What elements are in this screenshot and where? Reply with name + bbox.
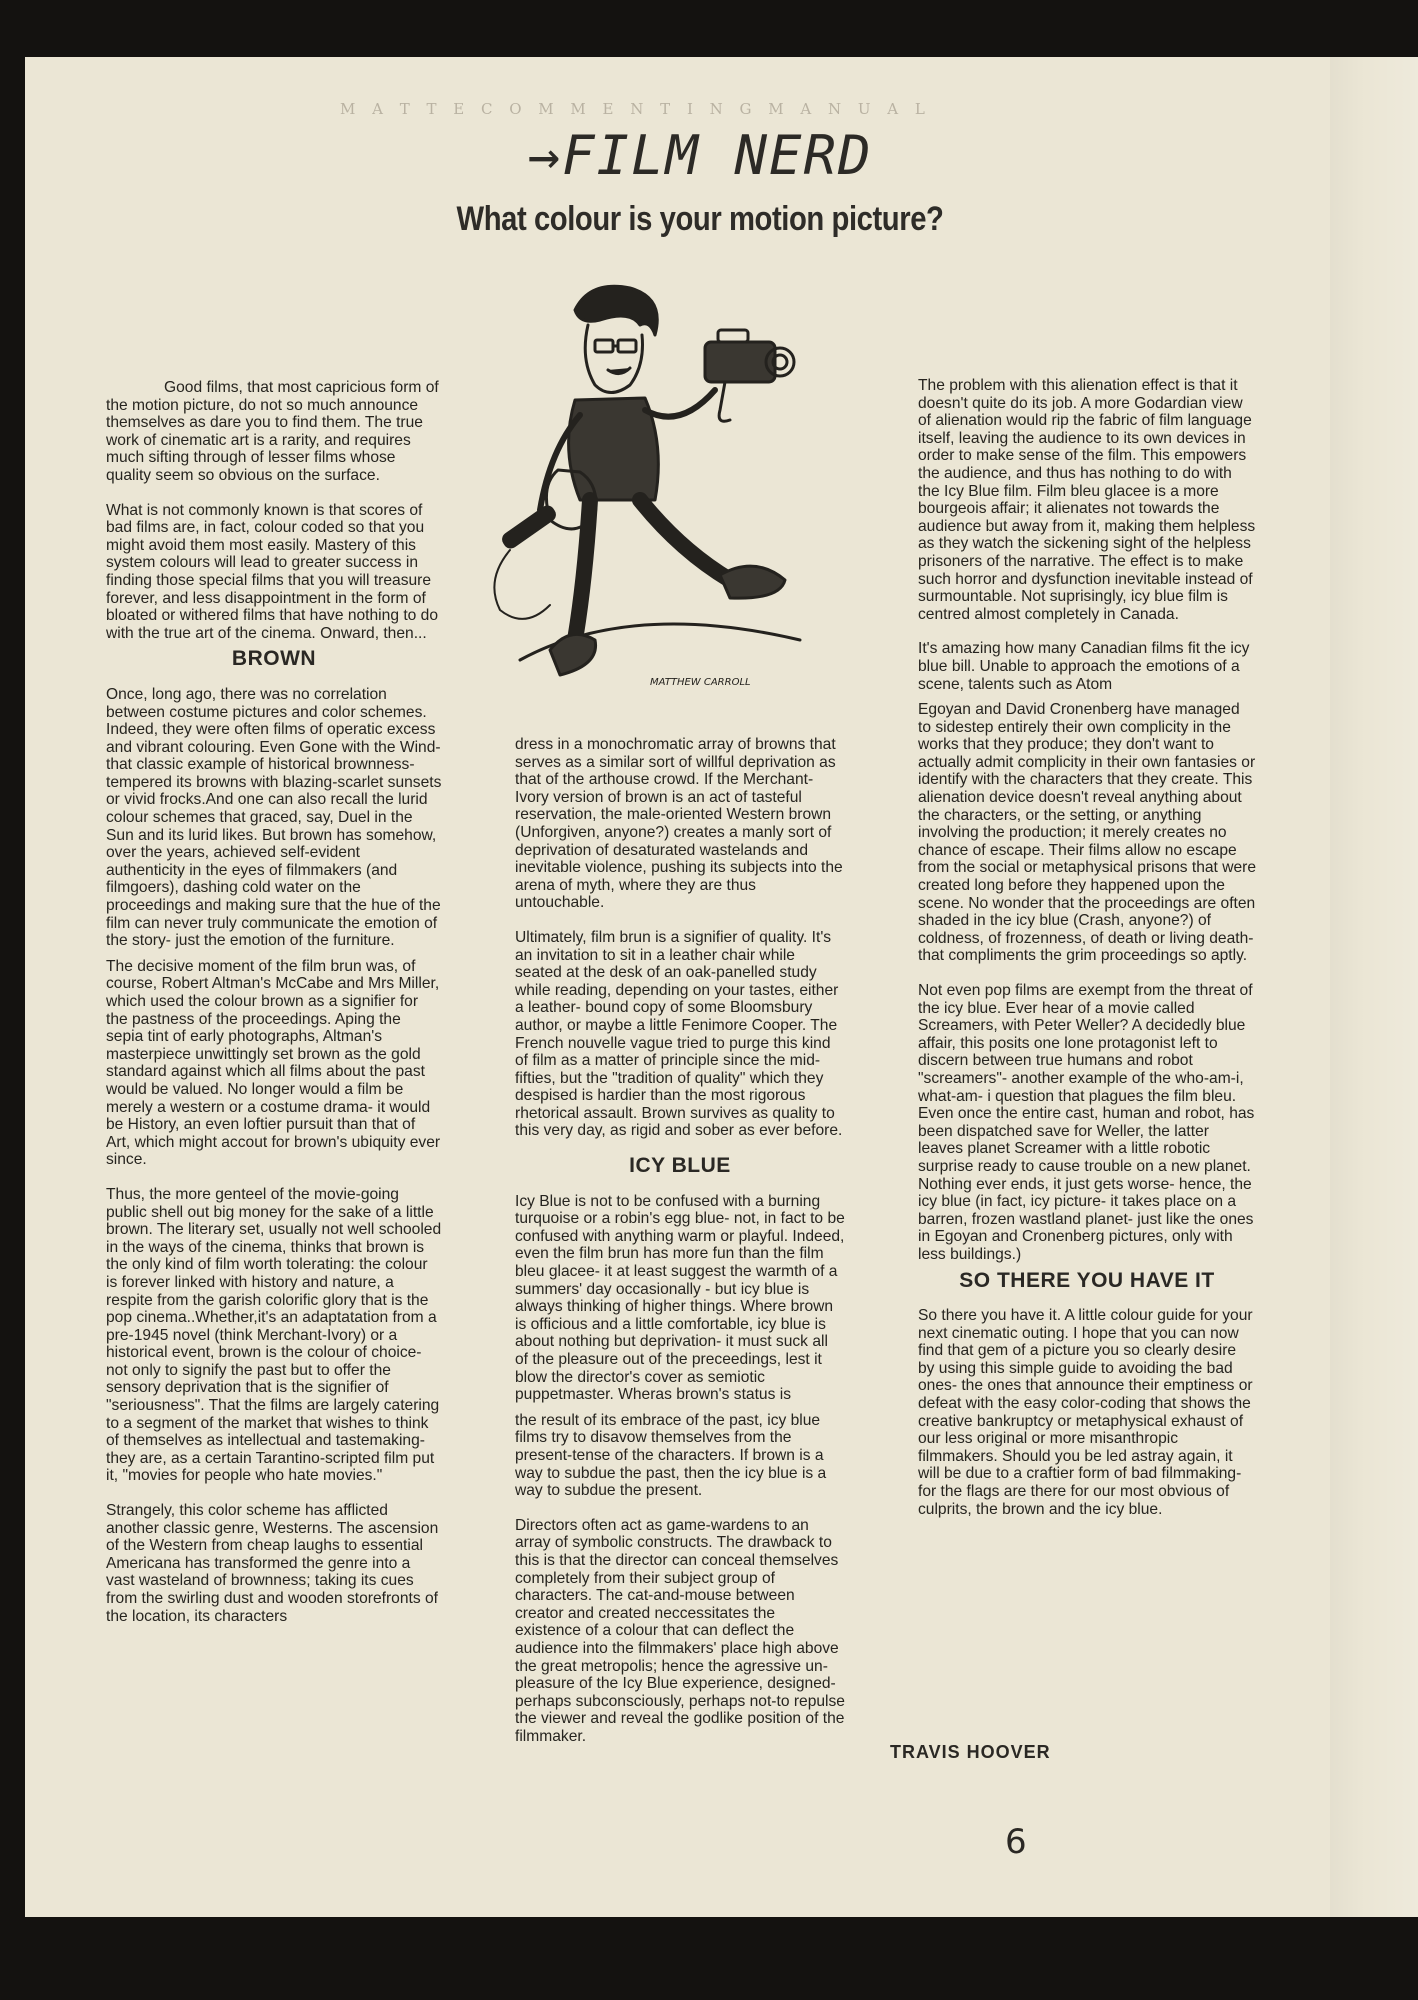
- paragraph: Thus, the more genteel of the movie-going public shell out big money for the sake of a little brown. The literary set, usually not well schooled in the ways of the cinema, thinks that brown is the only kind of film worth tolerating: the colour is forever linked with history and nature, a respite from the garish colorific glory that is the pop cinema..Whether,it's an adaptatation from a pre-1945 novel (think Merchant-Ivory) or a historical event, brown is the colour of choice- not only to signify the past but to offer the sensory deprivation that is the signifier of "seriousness". That the films are largely catering to a segment of the market that wishes to think of themselves as intellectual and tastemaking- they are, as a certain Tarantino-scripted film put it, "movies for people who hate movies.": [106, 1185, 442, 1485]
- paragraph: Good films, that most capricious form of the motion picture, do not so much announce themselves as dare you to find them. The true work of cinematic art is a rarity, and requires much sifting through of lesser films whose quality seem so obvious on the surface.: [106, 379, 439, 484]
- paragraph: Strangely, this color scheme has afflicted another classic genre, Westerns. The ascension of the Western from cheap laughs to essential Americana has transformed the genre into a vast wasteland of brownness; taking its cues from the swirling dust and wooden storefronts of the location, its characters: [106, 1502, 439, 1625]
- paragraph: Icy Blue is not to be confused with a burning turquoise or a robin's egg blue- not, in fact to be confused with anything warm or playful. Indeed, even the film brun has more fun than the film bleu glacee- it at least suggest the warmth of a summers' day occasionally - but icy blue is always thinking of higher things. Where brown is officious and a little comfortable, icy blue is about nothing but deprivation- it must suck all of the pleasure out of the preceedings, lest it blow the director's cover as semiotic puppetmaster. Wheras brown's status is: [515, 1192, 845, 1404]
- paragraph: So there you have it. A little colour guide for your next cinematic outing. I hope that you can now find that gem of a picture you so clearly desire by using this simple guide to avoiding the bad ones- the ones that announce their emptiness or defeat with the easy color-coding that shows the creative bankruptcy or metaphysical exhaust of our less original or more misanthropic filmmakers. Should you be led astray again, it will be due to a craftier form of bad filmmaking- for the flags are there for our most obvious of culprits, the brown and the icy blue.: [918, 1307, 1253, 1518]
- article-column-3: [918, 377, 1256, 1518]
- article-column-1: [106, 379, 442, 1625]
- paragraph: Ultimately, film brun is a signifier of quality. It's an invitation to sit in a leather chair while seated at the desk of an oak-panelled study while reading, depending on your tastes, either a leather- bound copy of some Bloomsbury author, or maybe a little Fenimore Cooper. The French nouvelle vague tried to purge this kind of film as a matter of principle since the mid-fifties, but the "tradition of quality" which they despised is hardier than the most rigorous rhetorical assault. Brown survives as quality to this very day, as rigid and sober as ever before.: [515, 928, 843, 1140]
- paragraph: The problem with this alienation effect is that it doesn't quite do its job. A more Godardian view of alienation would rip the fabric of film language itself, leaving the audience to its own devices in order to make sense of the film. This empowers the audience, and thus has nothing to do with the Icy Blue film. Film bleu glacee is a more bourgeois affair; it alienates not towards the audience but away from it, making them helpless as they watch the sickening sight of the helpless prisoners of the narrative. The effect is to make such horror and dysfunction inevitable instead of surmountable. Not suprisingly, icy blue film is centred almost completely in Canada.: [918, 377, 1256, 623]
- paragraph: the result of its embrace of the past, icy blue films try to disavow themselves from the present-tense of the characters. If brown is a way to subdue the past, then the icy blue is a way to subdue the present.: [515, 1411, 827, 1500]
- page-number: 6: [1005, 1822, 1027, 1862]
- page-fold-shadow: [1330, 57, 1418, 1917]
- paragraph: What is not commonly known is that scores of bad films are, in fact, colour coded so that you might avoid them most easily. Mastery of this system colours will lead to greater success in finding those special films that you will treasure forever, and less disappointment in the form of bloated or withered films that have nothing to do with the true art of the cinema. Onward, then...: [106, 501, 439, 642]
- article-headline: What colour is your motion picture?: [456, 200, 944, 238]
- section-heading-brown: BROWN: [231, 647, 317, 671]
- paragraph: The decisive moment of the film brun was, of course, Robert Altman's McCabe and Mrs Miller, which used the colour brown as a signifier for the pastness of the proceedings. Aping the sepia tint of early photographs, Altman's masterpiece unwittingly set brown as the gold standard against which all films about the past would be valued. No longer would a film be merely a western or a costume drama- it would be History, an even loftier pursuit than that of Art, which might accout for brown's ubiquity ever since.: [106, 957, 441, 1169]
- paragraph: Directors often act as game-wardens to an array of symbolic constructs. The drawback to this is that the director can conceal themselves completely from their subject group of characters. The cat-and-mouse between creator and created neccessitates the existence of a colour that can deflect the audience into the filmmakers' place high above the great metropolis; hence the agressive un-pleasure of the Icy Blue experience, designed- perhaps subconsciously, perhaps not-to repulse the viewer and reveal the godlike position of the filmmaker.: [515, 1516, 845, 1745]
- paragraph: dress in a monochromatic array of browns that serves as a similar sort of willful deprivation as that of the arthouse crowd. If the Merchant-Ivory version of brown is an act of tasteful reservation, the male-oriented Western brown (Unforgiven, anyone?) creates a manly sort of deprivation of desaturated wastelands and inevitable violence, pushing its subjects into the arena of myth, where they are thus untouchable.: [515, 736, 843, 912]
- author-byline: TRAVIS HOOVER: [890, 1742, 1051, 1762]
- paragraph: Egoyan and David Cronenberg have managed to sidestep entirely their own complicity in the works that they produce; they don't want to actually admit complicity in their own fantasies or identify with the characters that they create. This alienation device doesn't reveal anything about the characters, or the setting, or anything involving the production; it merely creates no chance of escape. Their films allow no escape from the social or metaphysical prisons that were created long before they happened upon the scene. No wonder that the proceedings are often shaded in the icy blue (Crash, anyone?) of coldness, of frozenness, of death or living death- that compliments the grim proceedings so aptly.: [918, 701, 1257, 965]
- filmmaker-cartoon-illustration: [480, 280, 880, 720]
- section-heading-so-there-you-have-it: SO THERE YOU HAVE IT: [959, 1268, 1215, 1292]
- paragraph: Not even pop films are exempt from the threat of the icy blue. Ever hear of a movie called Screamers, with Peter Weller? A decidedly blue affair, this posits one lone protagonist left to discern between true humans and robot "screamers"- another example of the who-am-i, what-am- i question that plagues the film bleu. Even once the entire cast, human and robot, has been dispatched save for Weller, the latter leaves planet Screamer with a little robotic surprise ready to cause trouble on a new planet. Nothing ever ends, it just gets worse- hence, the icy blue (in fact, icy picture- it takes place on a barren, frozen wastland planet- just like the ones in Egoyan and Cronenberg pictures, only with less buildings.): [918, 982, 1255, 1263]
- section-title: →FILM NERD: [527, 124, 873, 187]
- paragraph: It's amazing how many Canadian films fit the icy blue bill. Unable to approach the emotions of a scene, talents such as Atom: [918, 640, 1250, 693]
- article-column-2: [515, 736, 845, 1745]
- paragraph: Once, long ago, there was no correlation between costume pictures and color schemes. Indeed, they were often films of operatic excess and vibrant colouring. Even Gone with the Wind- that classic example of historical brownness- tempered its browns with blazing-scarlet sunsets or vivid frocks.And one can also recall the lurid colour schemes that graced, say, Duel in the Sun and its lurid likes. But brown has somehow, over the years, achieved self-evident authenticity in the eyes of filmmakers (and filmgoers), dashing cold water on the proceedings and making sure that the hue of the film can never truly communicate the emotion of the story- just the emotion of the furniture.: [106, 685, 442, 950]
- section-heading-icy-blue: ICY BLUE: [629, 1154, 731, 1178]
- illustration-signature: MATTHEW CARROLL: [650, 677, 751, 688]
- bleed-through-text: M A T T E C O M M E N T I N G M A N U A L: [340, 100, 931, 118]
